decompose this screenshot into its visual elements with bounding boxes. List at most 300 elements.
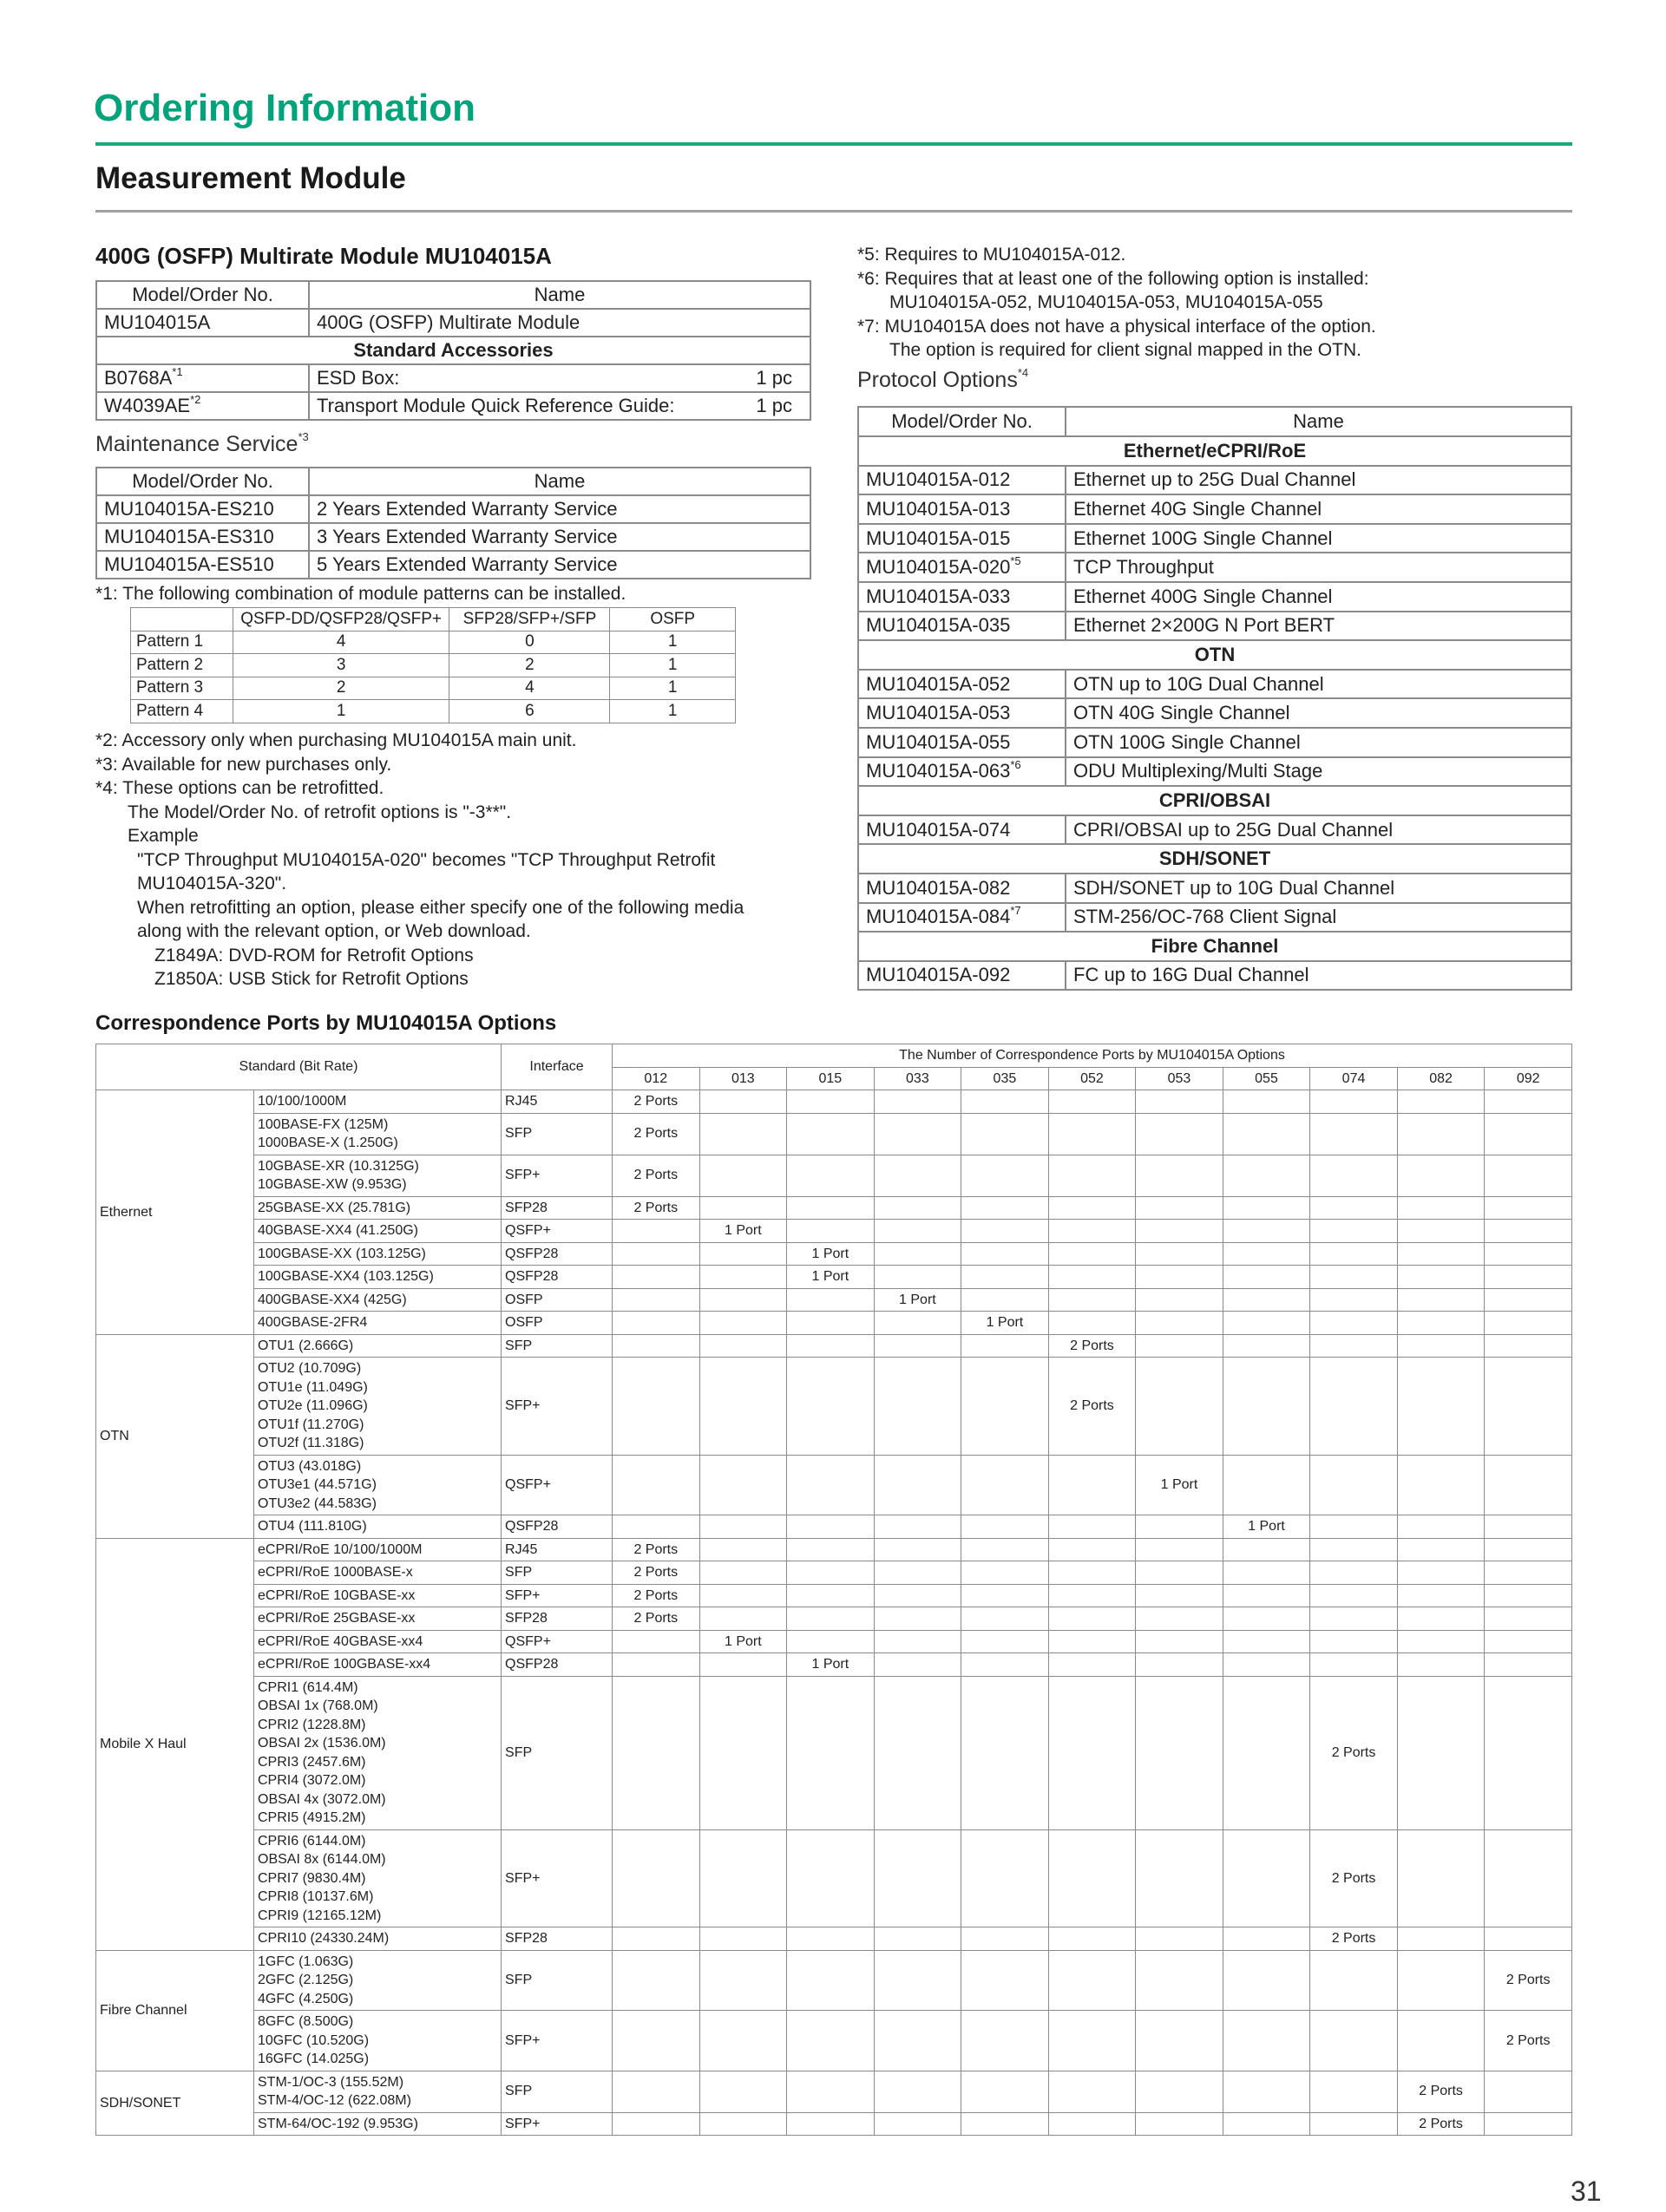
model-cell xyxy=(858,728,1066,757)
port-cell xyxy=(1310,1607,1398,1631)
pattern-row xyxy=(131,631,736,654)
interface-cell: SFP+ xyxy=(502,1829,613,1927)
standard-line: CPRI9 (12165.12M) xyxy=(258,1908,382,1923)
port-cell xyxy=(961,1358,1049,1456)
port-cell xyxy=(961,1515,1049,1539)
note-4-text: MU104015A-320". xyxy=(137,874,287,893)
pattern-value: SFP28/SFP+/SFP xyxy=(449,608,610,632)
footnote-ref: *4 xyxy=(1017,366,1029,379)
port-cell xyxy=(1136,1113,1223,1155)
table-row xyxy=(96,1312,1572,1335)
model-cell: MU104015A-ES510 xyxy=(96,551,309,579)
port-cell xyxy=(1223,1242,1310,1266)
standard-cell xyxy=(254,1515,502,1539)
table-row xyxy=(96,495,810,523)
note-4-text: Example xyxy=(128,826,199,846)
model-cell: MU104015A xyxy=(96,309,309,337)
standard-line: 10GBASE-XR (10.3125G) xyxy=(258,1158,419,1174)
note-4-text: "TCP Throughput MU104015A-020" becomes "TCP Throughput Retrofit xyxy=(137,849,716,870)
port-cell xyxy=(1310,1090,1398,1114)
standard-line: CPRI6 (6144.0M) xyxy=(258,1833,366,1849)
port-cell xyxy=(787,1561,875,1585)
port-cell xyxy=(1223,1090,1310,1114)
port-cell xyxy=(1397,1455,1485,1515)
port-cell xyxy=(613,1927,700,1951)
port-cell xyxy=(961,1630,1049,1653)
port-cell xyxy=(1048,1155,1136,1196)
standard-line: OBSAI 2x (1536.0M) xyxy=(258,1736,386,1751)
port-cell xyxy=(787,1607,875,1631)
port-cell xyxy=(613,1288,700,1312)
model-cell xyxy=(858,961,1066,991)
port-cell xyxy=(1485,1630,1572,1653)
port-cell xyxy=(961,1927,1049,1951)
standard-line: OTU1f (11.270G) xyxy=(258,1417,364,1432)
note-5: *5: Requires to MU104015A-012. xyxy=(857,245,1126,265)
standard-line: STM-64/OC-192 (9.953G) xyxy=(258,2116,418,2131)
table-row xyxy=(96,1676,1572,1829)
pattern-label: Pattern 2 xyxy=(131,654,233,677)
ports-table xyxy=(95,1044,1572,2136)
port-cell xyxy=(874,2071,961,2112)
port-cell: 2 Ports xyxy=(613,1113,700,1155)
model-cell xyxy=(858,698,1066,728)
model: MU104015A-012 xyxy=(866,468,1011,491)
port-cell xyxy=(1485,1242,1572,1266)
port-cell xyxy=(699,1242,787,1266)
port-cell: 2 Ports xyxy=(1310,1829,1398,1927)
standard-line: CPRI2 (1228.8M) xyxy=(258,1717,366,1732)
standard-cell xyxy=(254,1196,502,1220)
interface-cell: SFP28 xyxy=(502,1607,613,1631)
table-row xyxy=(858,524,1571,553)
section-divider xyxy=(95,210,1572,213)
port-cell: 2 Ports xyxy=(1048,1334,1136,1358)
port-cell xyxy=(874,1312,961,1335)
port-cell xyxy=(1136,1220,1223,1243)
standard-cell xyxy=(254,1242,502,1266)
name-cell: CPRI/OBSAI up to 25G Dual Channel xyxy=(1066,815,1571,845)
port-cell xyxy=(874,1950,961,2011)
pattern-label xyxy=(131,608,233,632)
standard-cell xyxy=(254,1829,502,1927)
heading-text: Maintenance Service xyxy=(95,432,298,456)
model-cell xyxy=(858,874,1066,903)
model: MU104015A-053 xyxy=(866,702,1011,724)
interface-cell: SFP+ xyxy=(502,1584,613,1607)
interface-cell: SFP xyxy=(502,1950,613,2011)
port-cell xyxy=(1136,1561,1223,1585)
port-cell xyxy=(1310,1113,1398,1155)
table-row xyxy=(96,1927,1572,1951)
port-cell xyxy=(699,1266,787,1289)
model-cell xyxy=(96,392,309,420)
port-cell: 2 Ports xyxy=(1485,1950,1572,2011)
port-cell xyxy=(787,1220,875,1243)
port-cell xyxy=(787,1155,875,1196)
port-cell xyxy=(1136,2071,1223,2112)
port-cell xyxy=(1048,1829,1136,1927)
name-cell: 5 Years Extended Warranty Service xyxy=(309,551,810,579)
port-cell xyxy=(1136,1090,1223,1114)
name-cell: TCP Throughput xyxy=(1066,553,1571,582)
port-cell xyxy=(1397,1584,1485,1607)
table-row xyxy=(96,1584,1572,1607)
port-cell: 2 Ports xyxy=(613,1538,700,1561)
model: MU104015A-063 xyxy=(866,760,1011,782)
port-cell xyxy=(787,1584,875,1607)
name-cell: Ethernet up to 25G Dual Channel xyxy=(1066,466,1571,495)
port-cell xyxy=(1485,1113,1572,1155)
table-row xyxy=(858,961,1571,991)
port-cell xyxy=(961,1090,1049,1114)
port-cell xyxy=(1310,1358,1398,1456)
port-cell xyxy=(787,1829,875,1927)
port-cell xyxy=(1136,2011,1223,2071)
port-cell: 1 Port xyxy=(699,1220,787,1243)
port-cell: 2 Ports xyxy=(1310,1676,1398,1829)
port-cell xyxy=(1048,1538,1136,1561)
port-cell xyxy=(787,1334,875,1358)
model: MU104015A-013 xyxy=(866,497,1011,520)
port-cell: 1 Port xyxy=(961,1312,1049,1335)
model: MU104015A-074 xyxy=(866,818,1011,841)
interface-cell: SFP+ xyxy=(502,2011,613,2071)
interface-cell: QSFP28 xyxy=(502,1653,613,1677)
port-cell xyxy=(1223,1561,1310,1585)
port-cell xyxy=(1310,1196,1398,1220)
pattern-table xyxy=(130,607,736,723)
interface-cell: SFP+ xyxy=(502,1358,613,1456)
table-row xyxy=(858,728,1571,757)
interface-cell: OSFP xyxy=(502,1312,613,1335)
port-cell xyxy=(1048,1266,1136,1289)
port-cell xyxy=(1397,1196,1485,1220)
port-cell xyxy=(1223,1829,1310,1927)
port-cell xyxy=(1223,1607,1310,1631)
col-option-012: 012 xyxy=(613,1067,700,1090)
port-cell: 1 Port xyxy=(1223,1515,1310,1539)
table-row xyxy=(96,1090,1572,1114)
section-label: SDH/SONET xyxy=(858,844,1571,874)
table-row xyxy=(858,494,1571,524)
model-cell xyxy=(858,466,1066,495)
standard-line: CPRI5 (4915.2M) xyxy=(258,1810,366,1825)
table-row xyxy=(96,2071,1572,2112)
port-cell xyxy=(1310,1515,1398,1539)
port-cell xyxy=(1397,1561,1485,1585)
port-cell xyxy=(613,1630,700,1653)
col-model: Model/Order No. xyxy=(96,468,309,495)
port-cell xyxy=(874,1242,961,1266)
port-cell xyxy=(613,1653,700,1677)
table-row xyxy=(96,1155,1572,1196)
port-cell xyxy=(1310,1538,1398,1561)
header-row xyxy=(96,1044,1572,1068)
col-interface: Interface xyxy=(502,1044,613,1090)
col-option-092: 092 xyxy=(1485,1067,1572,1090)
note-6: *6: Requires that at least one of the following option is installed: xyxy=(857,268,1369,289)
port-cell xyxy=(1223,1288,1310,1312)
table-row xyxy=(96,1653,1572,1677)
model-cell xyxy=(858,582,1066,612)
port-cell xyxy=(1223,1334,1310,1358)
note-4: *4: These options can be retrofitted. xyxy=(95,778,384,798)
port-cell xyxy=(1485,1155,1572,1196)
port-cell xyxy=(787,1630,875,1653)
port-cell xyxy=(787,1113,875,1155)
port-cell xyxy=(613,1220,700,1243)
port-cell xyxy=(787,1676,875,1829)
note-7: *7: MU104015A does not have a physical interface of the option. xyxy=(857,316,1376,337)
col-options-group: The Number of Correspondence Ports by MU104015A Options xyxy=(613,1044,1572,1068)
qty: 1 pc xyxy=(756,367,792,389)
port-cell xyxy=(787,1927,875,1951)
standard-line: OTU3 (43.018G) xyxy=(258,1458,362,1474)
standard-line: OBSAI 1x (768.0M) xyxy=(258,1698,378,1713)
port-cell xyxy=(1048,2112,1136,2136)
standard-line: 40GBASE-XX4 (41.250G) xyxy=(258,1223,418,1238)
port-cell xyxy=(787,1358,875,1456)
port-cell xyxy=(874,1455,961,1515)
port-cell xyxy=(699,1584,787,1607)
interface-cell: QSFP28 xyxy=(502,1266,613,1289)
port-cell xyxy=(1223,1196,1310,1220)
standard-cell xyxy=(254,2011,502,2071)
standard-cell xyxy=(254,1155,502,1196)
table-row xyxy=(858,757,1571,787)
table-row xyxy=(858,903,1571,933)
port-cell xyxy=(1485,1455,1572,1515)
port-cell xyxy=(961,1220,1049,1243)
port-cell xyxy=(1310,1584,1398,1607)
model-cell xyxy=(858,494,1066,524)
standard-line: 10GBASE-XW (9.953G) xyxy=(258,1177,407,1192)
port-cell xyxy=(1223,1155,1310,1196)
model: MU104015A-015 xyxy=(866,527,1011,549)
pattern-value: 6 xyxy=(449,700,610,723)
model-cell xyxy=(858,815,1066,845)
port-cell xyxy=(874,1676,961,1829)
port-cell xyxy=(1310,1266,1398,1289)
col-name: Name xyxy=(309,281,810,309)
model-cell xyxy=(858,757,1066,787)
standard-line: CPRI10 (24330.24M) xyxy=(258,1931,390,1946)
port-cell: 2 Ports xyxy=(613,1607,700,1631)
port-cell xyxy=(1048,1113,1136,1155)
footnote-ref: *5 xyxy=(1010,554,1021,568)
port-cell xyxy=(699,1196,787,1220)
interface-cell: SFP xyxy=(502,1113,613,1155)
note-4-text: along with the relevant option, or Web download. xyxy=(137,921,531,941)
port-cell xyxy=(1397,1607,1485,1631)
col-option-055: 055 xyxy=(1223,1067,1310,1090)
section-label: CPRI/OBSAI xyxy=(858,786,1571,815)
port-cell xyxy=(1048,1196,1136,1220)
port-cell xyxy=(1223,1455,1310,1515)
col-model: Model/Order No. xyxy=(96,281,309,309)
port-cell xyxy=(1048,2011,1136,2071)
port-cell xyxy=(613,1242,700,1266)
port-cell xyxy=(1485,2071,1572,2112)
footnote-ref: *7 xyxy=(1010,904,1021,918)
port-cell xyxy=(699,1538,787,1561)
port-cell xyxy=(699,1829,787,1927)
col-option-015: 015 xyxy=(787,1067,875,1090)
port-cell xyxy=(874,1113,961,1155)
standard-line: CPRI3 (2457.6M) xyxy=(258,1754,366,1770)
port-cell xyxy=(1048,1927,1136,1951)
standard-line: OTU1e (11.049G) xyxy=(258,1379,368,1395)
port-cell xyxy=(1048,1242,1136,1266)
port-cell xyxy=(613,1950,700,2011)
port-cell xyxy=(787,1288,875,1312)
name-cell: Ethernet 2×200G N Port BERT xyxy=(1066,612,1571,641)
port-cell xyxy=(1048,1288,1136,1312)
table-row xyxy=(96,1455,1572,1515)
port-cell xyxy=(699,1927,787,1951)
port-cell xyxy=(699,1676,787,1829)
port-cell xyxy=(1223,2112,1310,2136)
table-row xyxy=(96,1515,1572,1539)
standard-line: 400GBASE-2FR4 xyxy=(258,1315,368,1330)
pattern-label: Pattern 3 xyxy=(131,677,233,700)
category-cell: Ethernet xyxy=(96,1090,254,1335)
port-cell xyxy=(1397,1113,1485,1155)
standard-line: CPRI8 (10137.6M) xyxy=(258,1889,374,1904)
note-4-text: Z1850A: USB Stick for Retrofit Options xyxy=(154,969,469,989)
model: MU104015A-084 xyxy=(866,906,1011,928)
standard-cell xyxy=(254,1607,502,1631)
name-cell: Ethernet 400G Single Channel xyxy=(1066,582,1571,612)
standard-line: CPRI1 (614.4M) xyxy=(258,1679,358,1695)
standard-cell xyxy=(254,1653,502,1677)
standard-line: CPRI7 (9830.4M) xyxy=(258,1870,366,1886)
port-cell xyxy=(1223,2071,1310,2112)
port-cell xyxy=(699,2011,787,2071)
interface-cell: QSFP+ xyxy=(502,1630,613,1653)
port-cell xyxy=(961,1950,1049,2011)
port-cell xyxy=(1223,1630,1310,1653)
table-row xyxy=(96,364,810,392)
port-cell xyxy=(1485,1334,1572,1358)
interface-cell: RJ45 xyxy=(502,1538,613,1561)
port-cell xyxy=(1048,1676,1136,1829)
port-cell xyxy=(874,1155,961,1196)
interface-cell: SFP xyxy=(502,1561,613,1585)
port-cell xyxy=(1048,1455,1136,1515)
standard-line: OTU3e2 (44.583G) xyxy=(258,1495,377,1511)
pattern-label: Pattern 1 xyxy=(131,631,233,654)
port-cell: 2 Ports xyxy=(1048,1358,1136,1456)
table-row xyxy=(96,1561,1572,1585)
name-cell: OTN 100G Single Channel xyxy=(1066,728,1571,757)
port-cell xyxy=(787,2071,875,2112)
port-cell xyxy=(1048,1090,1136,1114)
port-cell xyxy=(613,1676,700,1829)
pattern-value: 3 xyxy=(233,654,449,677)
port-cell xyxy=(1048,1584,1136,1607)
port-cell xyxy=(787,1538,875,1561)
port-cell xyxy=(1136,1515,1223,1539)
port-cell xyxy=(1397,1090,1485,1114)
port-cell xyxy=(1485,1288,1572,1312)
port-cell xyxy=(1485,1090,1572,1114)
port-cell xyxy=(1223,1653,1310,1677)
port-cell xyxy=(699,2112,787,2136)
port-cell xyxy=(1485,1266,1572,1289)
port-cell xyxy=(1397,1538,1485,1561)
standard-line: OTU2e (11.096G) xyxy=(258,1398,368,1413)
port-cell xyxy=(874,1220,961,1243)
standard-cell xyxy=(254,1630,502,1653)
model: MU104015A-092 xyxy=(866,964,1011,986)
maintenance-heading xyxy=(95,432,309,457)
port-cell xyxy=(874,1653,961,1677)
table-row xyxy=(96,1288,1572,1312)
port-cell xyxy=(1310,2071,1398,2112)
standard-line: CPRI4 (3072.0M) xyxy=(258,1773,366,1788)
standard-line: STM-1/OC-3 (155.52M) xyxy=(258,2074,404,2090)
port-cell xyxy=(699,1334,787,1358)
standard-line: eCPRI/RoE 10/100/1000M xyxy=(258,1541,423,1557)
table-row xyxy=(858,582,1571,612)
port-cell xyxy=(1048,1607,1136,1631)
port-cell xyxy=(1223,1266,1310,1289)
table-row xyxy=(858,815,1571,845)
table-row xyxy=(96,1113,1572,1155)
pattern-row xyxy=(131,677,736,700)
port-cell xyxy=(961,1288,1049,1312)
standard-cell xyxy=(254,1538,502,1561)
table-row xyxy=(96,523,810,551)
table-row xyxy=(96,1334,1572,1358)
port-cell xyxy=(1485,1196,1572,1220)
port-cell xyxy=(1397,1358,1485,1456)
model: MU104015A-082 xyxy=(866,876,1011,899)
port-cell xyxy=(874,1561,961,1585)
port-cell xyxy=(613,1312,700,1335)
port-cell xyxy=(1223,2011,1310,2071)
standard-line: 100GBASE-XX4 (103.125G) xyxy=(258,1269,434,1284)
section-row xyxy=(858,786,1571,815)
port-cell xyxy=(613,1829,700,1927)
port-cell xyxy=(1136,1927,1223,1951)
interface-cell: SFP28 xyxy=(502,1927,613,1951)
standard-cell xyxy=(254,1113,502,1155)
port-cell xyxy=(961,1653,1049,1677)
port-cell xyxy=(613,1334,700,1358)
port-cell xyxy=(787,1312,875,1335)
interface-cell: QSFP+ xyxy=(502,1220,613,1243)
port-cell xyxy=(1310,1630,1398,1653)
name-cell: OTN up to 10G Dual Channel xyxy=(1066,670,1571,699)
port-cell xyxy=(1136,1196,1223,1220)
interface-cell: SFP xyxy=(502,1334,613,1358)
port-cell: 2 Ports xyxy=(613,1090,700,1114)
category-cell: Fibre Channel xyxy=(96,1950,254,2071)
port-cell xyxy=(1485,1829,1572,1927)
port-cell: 1 Port xyxy=(874,1288,961,1312)
port-cell xyxy=(1310,1334,1398,1358)
model-cell xyxy=(858,670,1066,699)
pattern-row xyxy=(131,654,736,677)
col-model: Model/Order No. xyxy=(858,407,1066,436)
standard-line: OTU3e1 (44.571G) xyxy=(258,1477,377,1492)
pattern-label: Pattern 4 xyxy=(131,700,233,723)
port-cell xyxy=(961,1242,1049,1266)
model-cell: MU104015A-ES210 xyxy=(96,495,309,523)
